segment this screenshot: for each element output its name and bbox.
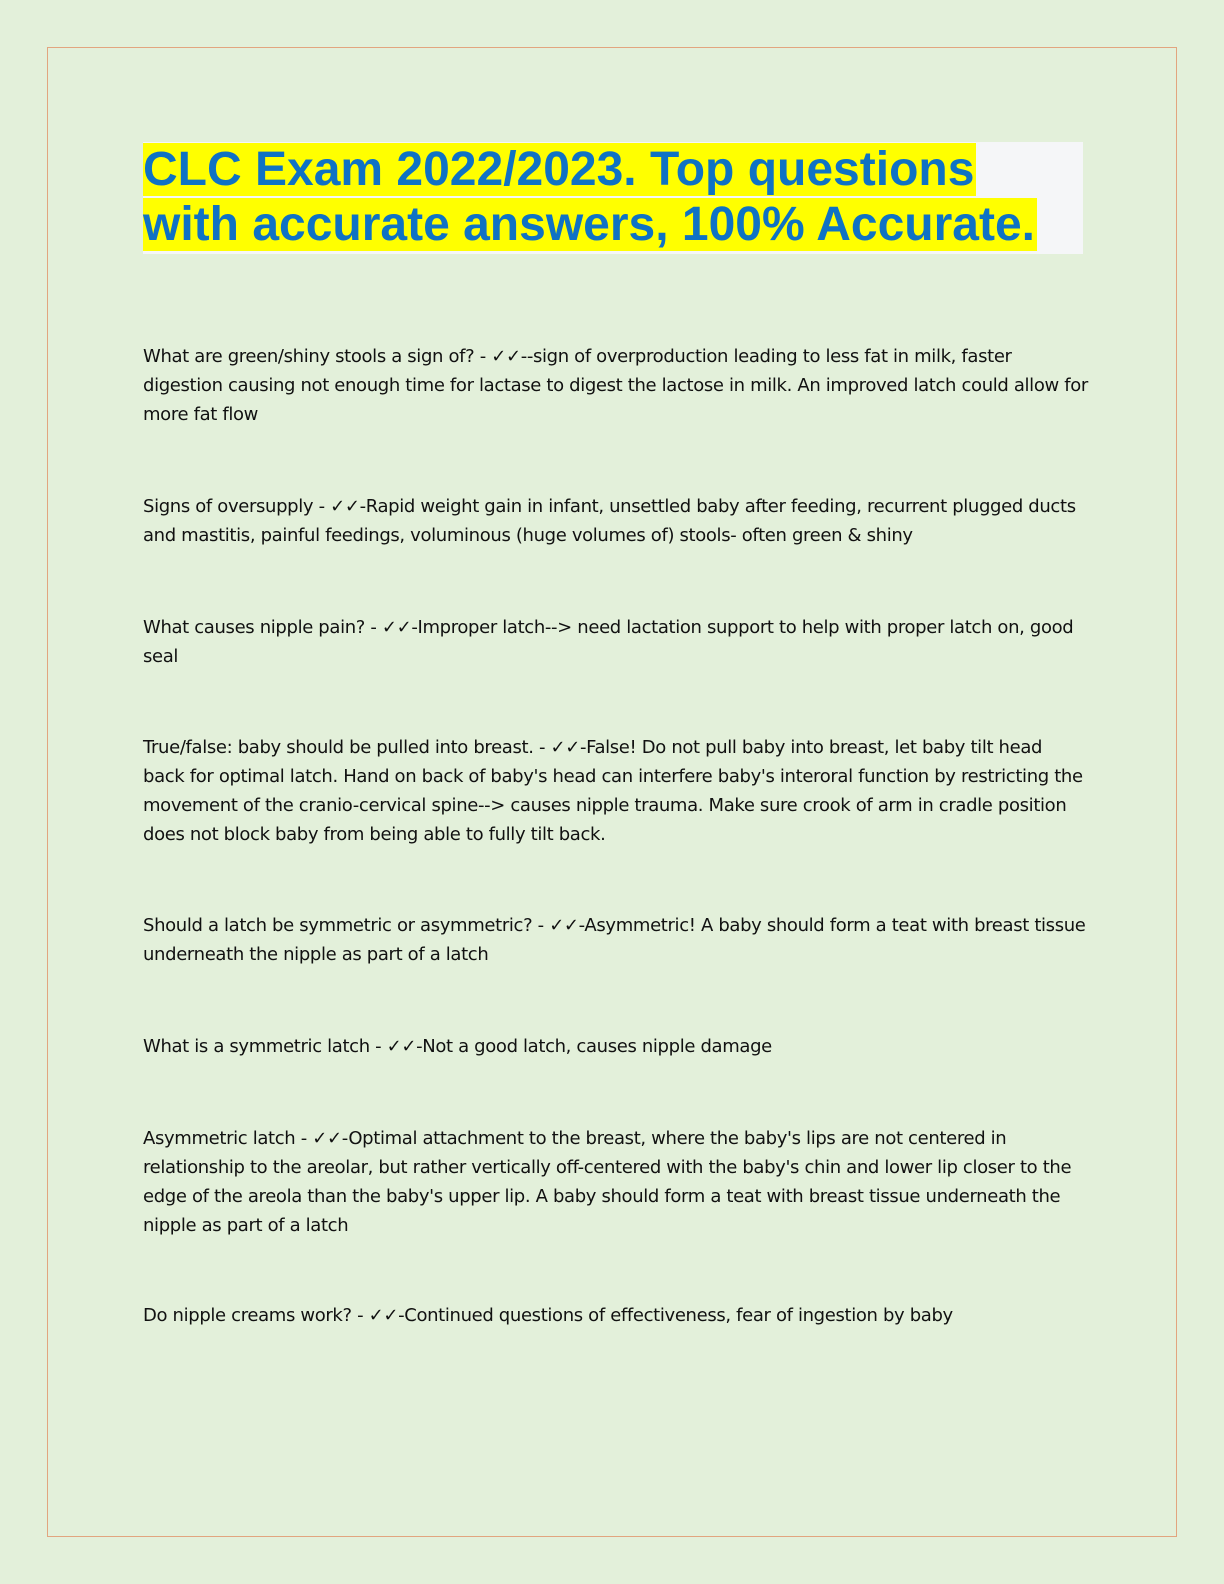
separator: - xyxy=(533,737,551,758)
answer-text: --sign of overproduction leading to less fat in milk, faster digestion causing not enough time for lactase to digest the lactose in milk. An improved latch could allow for more fat flow xyxy=(143,346,1088,425)
document-title xyxy=(143,142,1083,252)
check-mark-icon: ✓✓ xyxy=(330,496,360,517)
question-text: Do nipple creams work? xyxy=(143,1305,352,1326)
separator: - xyxy=(474,346,492,367)
answer-text: -Rapid weight gain in infant, unsettled baby after feeding, recurrent plugged ducts and mastitis, painful feedings, voluminous (huge volumes of) stools- often green & shiny xyxy=(143,496,1076,546)
check-mark-icon: ✓✓ xyxy=(312,1128,342,1149)
answer-text: -Not a good latch, causes nipple damage xyxy=(416,1036,772,1057)
separator: - xyxy=(351,1305,369,1326)
qa-item xyxy=(143,613,1088,671)
question-text: Signs of oversupply xyxy=(143,496,314,517)
qa-item xyxy=(143,911,1088,969)
qa-item xyxy=(143,733,1088,849)
separator: - xyxy=(313,496,331,517)
check-mark-icon: ✓✓ xyxy=(549,915,579,936)
qa-item xyxy=(143,1124,1088,1240)
separator: - xyxy=(369,1036,387,1057)
check-mark-icon: ✓✓ xyxy=(550,737,580,758)
answer-text: -Improper latch--> need lactation support to help with proper latch on, good seal xyxy=(143,617,1074,667)
qa-item xyxy=(143,342,1088,429)
separator: - xyxy=(295,1128,313,1149)
qa-item xyxy=(143,492,1088,550)
question-text: What are green/shiny stools a sign of? xyxy=(143,346,475,367)
check-mark-icon: ✓✓ xyxy=(381,617,412,638)
check-mark-icon: ✓✓ xyxy=(368,1305,399,1326)
title-block xyxy=(143,142,1083,254)
qa-item xyxy=(143,1032,1088,1061)
question-text: Asymmetric latch xyxy=(143,1128,296,1149)
title-line-1: CLC Exam 2022/2023. Top questions xyxy=(143,143,975,196)
separator: - xyxy=(532,915,550,936)
qa-item xyxy=(143,1301,1088,1330)
question-text: What causes nipple pain? xyxy=(143,617,365,638)
check-mark-icon: ✓✓ xyxy=(491,346,521,367)
answer-text: -Optimal attachment to the breast, where the baby's lips are not centered in relationship to the areolar, but rather vertically off-centered with the baby's chin and lower lip closer to the edge of the areola than the baby's upper lip. A baby should form a teat with breast tissue underneath the nipple as part of a latch xyxy=(143,1128,1072,1236)
answer-text: -False! Do not pull baby into breast, let baby tilt head back for optimal latch. Hand on back of baby's head can interfere baby's interoral function by restricting the movement of the cranio-cervical spine--> causes nipple trauma. Make sure crook of arm in cradle position does not block baby from being able to fully tilt back. xyxy=(143,737,1083,845)
answer-text: -Continued questions of effectiveness, fear of ingestion by baby xyxy=(398,1305,953,1326)
answer-text: -Asymmetric! A baby should form a teat with breast tissue underneath the nipple as part of a latch xyxy=(143,915,1086,965)
title-line-2: with accurate answers, 100% Accurate. xyxy=(143,198,1035,251)
check-mark-icon: ✓✓ xyxy=(386,1036,417,1057)
separator: - xyxy=(364,617,382,638)
question-text: True/false: baby should be pulled into breast. xyxy=(143,737,534,758)
question-text: Should a latch be symmetric or asymmetric? xyxy=(143,915,533,936)
question-text: What is a symmetric latch xyxy=(143,1036,370,1057)
